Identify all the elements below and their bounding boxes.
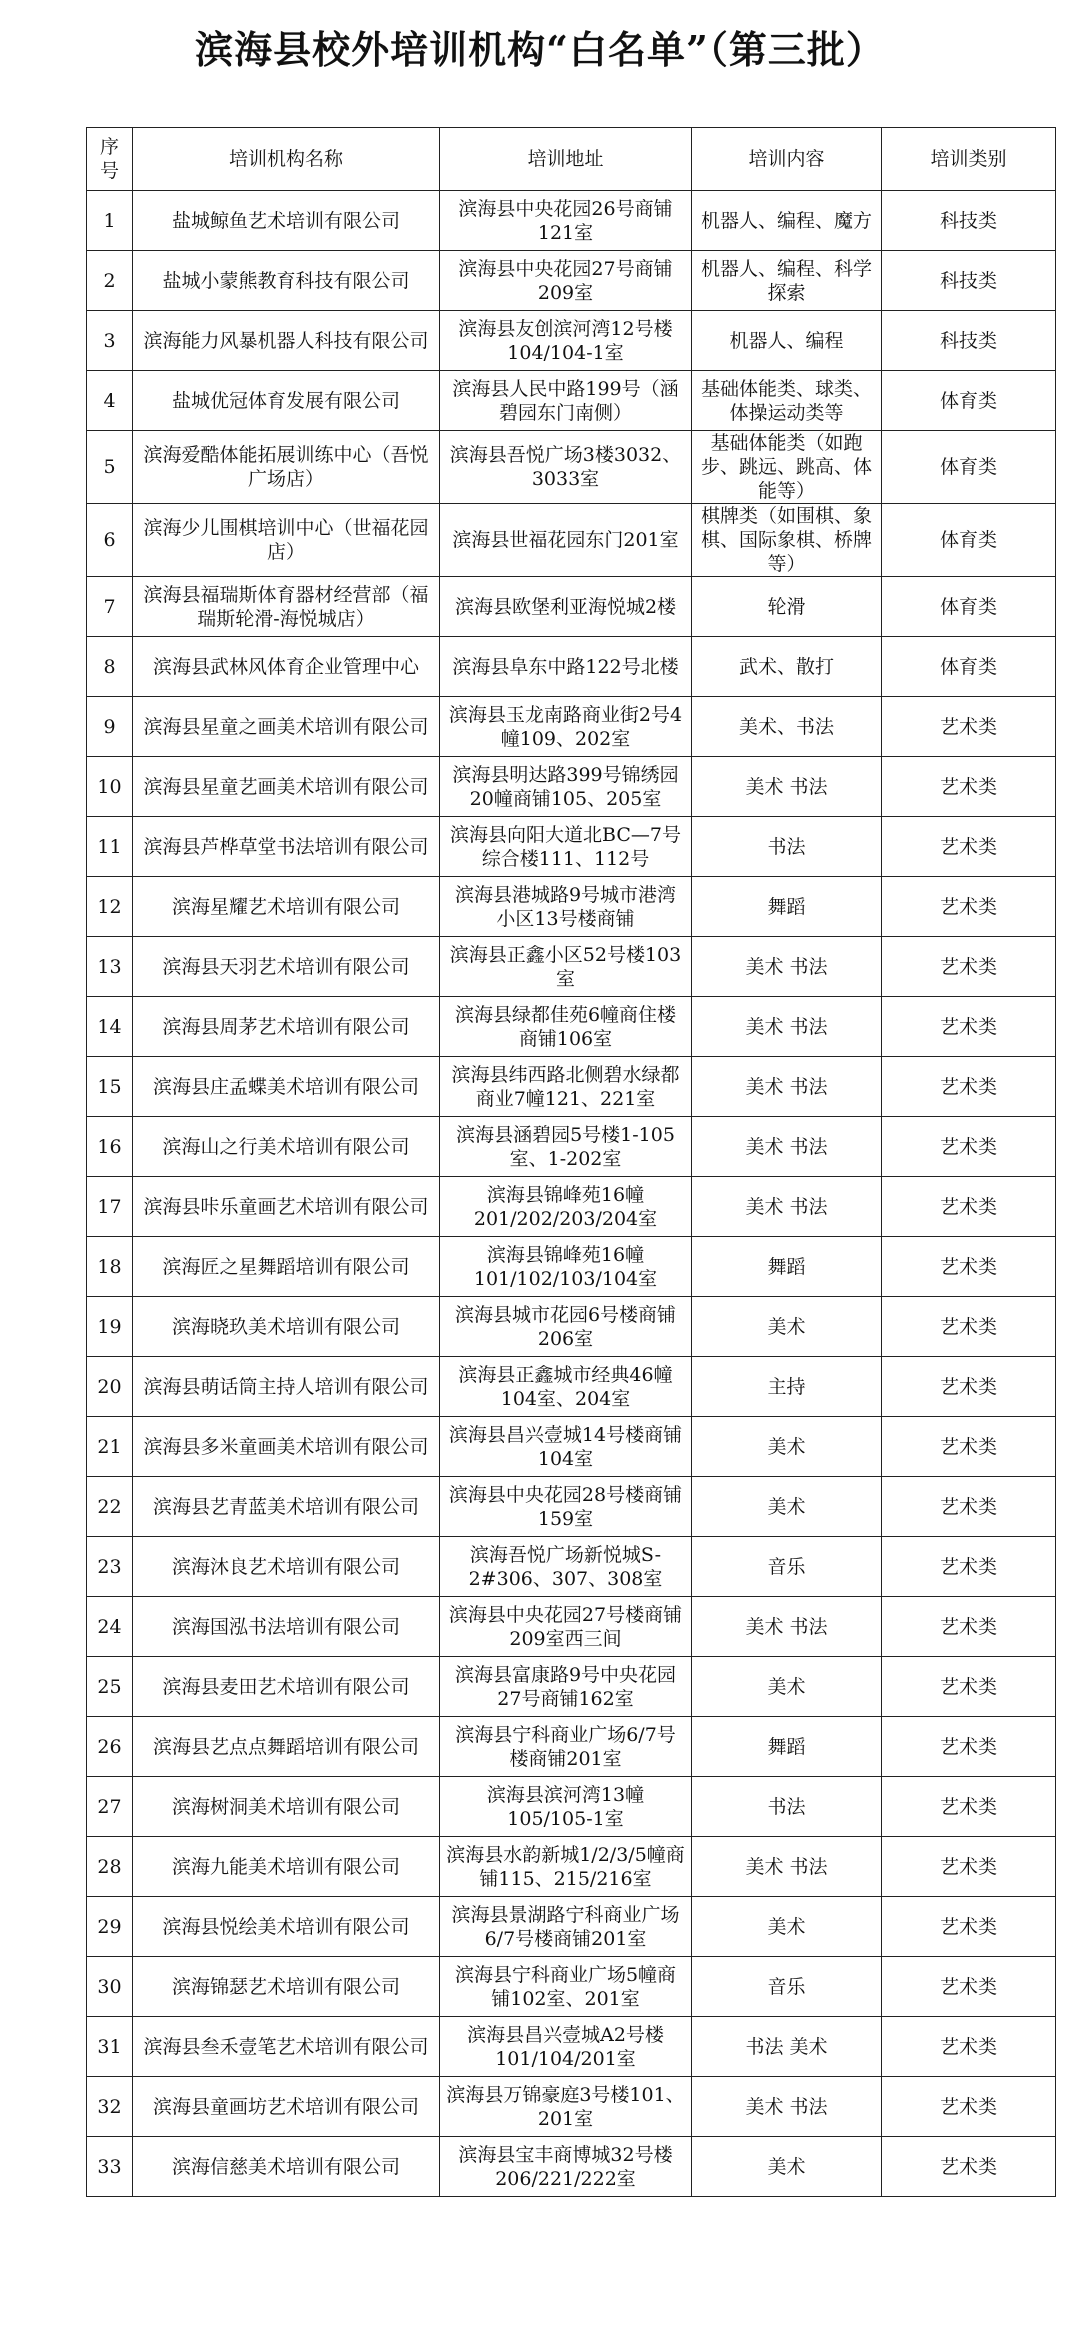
cell-name: 滨海星耀艺术培训有限公司 — [133, 877, 440, 937]
cell-seq: 5 — [87, 431, 133, 504]
cell-content: 基础体能类、球类、体操运动类等 — [692, 371, 882, 431]
cell-seq: 2 — [87, 251, 133, 311]
cell-seq: 1 — [87, 191, 133, 251]
table-row — [87, 937, 1056, 997]
cell-seq: 16 — [87, 1117, 133, 1177]
cell-seq: 31 — [87, 2017, 133, 2077]
cell-content: 音乐 — [692, 1957, 882, 2017]
cell-address: 滨海县港城路9号城市港湾小区13号楼商铺 — [440, 877, 692, 937]
cell-seq: 22 — [87, 1477, 133, 1537]
table-row — [87, 1657, 1056, 1717]
cell-address: 滨海吾悦广场新悦城S-2#306、307、308室 — [440, 1537, 692, 1597]
cell-name: 滨海沐良艺术培训有限公司 — [133, 1537, 440, 1597]
cell-seq: 26 — [87, 1717, 133, 1777]
cell-category: 艺术类 — [882, 1297, 1056, 1357]
table-row — [87, 311, 1056, 371]
table-row — [87, 504, 1056, 577]
cell-name: 滨海县萌话筒主持人培训有限公司 — [133, 1357, 440, 1417]
cell-name: 滨海信慈美术培训有限公司 — [133, 2137, 440, 2197]
table-row — [87, 697, 1056, 757]
cell-content: 美术 — [692, 2137, 882, 2197]
table-row — [87, 877, 1056, 937]
header-address: 培训地址 — [440, 128, 692, 191]
cell-content: 基础体能类（如跑步、跳远、跳高、体能等） — [692, 431, 882, 504]
cell-content: 美术 书法 — [692, 1117, 882, 1177]
cell-category: 艺术类 — [882, 2077, 1056, 2137]
cell-content: 书法 美术 — [692, 2017, 882, 2077]
table-row — [87, 191, 1056, 251]
whitelist-table — [86, 127, 1056, 2197]
cell-category: 艺术类 — [882, 1357, 1056, 1417]
header-category: 培训类别 — [882, 128, 1056, 191]
table-row — [87, 1537, 1056, 1597]
cell-category: 艺术类 — [882, 817, 1056, 877]
cell-name: 滨海县多米童画美术培训有限公司 — [133, 1417, 440, 1477]
cell-name: 滨海县童画坊艺术培训有限公司 — [133, 2077, 440, 2137]
cell-name: 滨海县艺青蓝美术培训有限公司 — [133, 1477, 440, 1537]
cell-seq: 23 — [87, 1537, 133, 1597]
cell-category: 艺术类 — [882, 2017, 1056, 2077]
cell-seq: 33 — [87, 2137, 133, 2197]
cell-name: 滨海县庄孟蝶美术培训有限公司 — [133, 1057, 440, 1117]
table-row — [87, 251, 1056, 311]
cell-address: 滨海县宁科商业广场5幢商铺102室、201室 — [440, 1957, 692, 2017]
table-row — [87, 637, 1056, 697]
cell-address: 滨海县正鑫城市经典46幢104室、204室 — [440, 1357, 692, 1417]
cell-name: 滨海县武林风体育企业管理中心 — [133, 637, 440, 697]
cell-seq: 8 — [87, 637, 133, 697]
cell-content: 美术 书法 — [692, 997, 882, 1057]
cell-name: 滨海县悦绘美术培训有限公司 — [133, 1897, 440, 1957]
cell-name: 滨海匠之星舞蹈培训有限公司 — [133, 1237, 440, 1297]
cell-seq: 13 — [87, 937, 133, 997]
cell-content: 舞蹈 — [692, 877, 882, 937]
cell-category: 艺术类 — [882, 937, 1056, 997]
cell-name: 滨海县星童艺画美术培训有限公司 — [133, 757, 440, 817]
cell-category: 艺术类 — [882, 1057, 1056, 1117]
header-content: 培训内容 — [692, 128, 882, 191]
cell-address: 滨海县正鑫小区52号楼103室 — [440, 937, 692, 997]
table-row — [87, 1177, 1056, 1237]
cell-category: 艺术类 — [882, 1717, 1056, 1777]
cell-category: 艺术类 — [882, 757, 1056, 817]
cell-name: 滨海九能美术培训有限公司 — [133, 1837, 440, 1897]
cell-name: 滨海县叁禾壹笔艺术培训有限公司 — [133, 2017, 440, 2077]
cell-address: 滨海县中央花园28号楼商铺159室 — [440, 1477, 692, 1537]
table-row — [87, 1897, 1056, 1957]
cell-category: 艺术类 — [882, 2137, 1056, 2197]
cell-address: 滨海县阜东中路122号北楼 — [440, 637, 692, 697]
cell-address: 滨海县纬西路北侧碧水绿都商业7幢121、221室 — [440, 1057, 692, 1117]
cell-address: 滨海县万锦豪庭3号楼101、201室 — [440, 2077, 692, 2137]
cell-address: 滨海县锦峰苑16幢101/102/103/104室 — [440, 1237, 692, 1297]
cell-seq: 30 — [87, 1957, 133, 2017]
table-row — [87, 1297, 1056, 1357]
cell-content: 美术 书法 — [692, 2077, 882, 2137]
cell-content: 美术 — [692, 1897, 882, 1957]
cell-seq: 28 — [87, 1837, 133, 1897]
cell-name: 滨海锦瑟艺术培训有限公司 — [133, 1957, 440, 2017]
cell-category: 艺术类 — [882, 997, 1056, 1057]
table-row — [87, 1237, 1056, 1297]
table-row — [87, 1057, 1056, 1117]
cell-category: 艺术类 — [882, 1957, 1056, 2017]
cell-name: 滨海县麦田艺术培训有限公司 — [133, 1657, 440, 1717]
cell-content: 美术 — [692, 1297, 882, 1357]
cell-seq: 17 — [87, 1177, 133, 1237]
cell-content: 棋牌类（如围棋、象棋、国际象棋、桥牌等） — [692, 504, 882, 577]
cell-content: 机器人、编程、魔方 — [692, 191, 882, 251]
cell-address: 滨海县城市花园6号楼商铺206室 — [440, 1297, 692, 1357]
cell-address: 滨海县绿都佳苑6幢商住楼商铺106室 — [440, 997, 692, 1057]
cell-category: 科技类 — [882, 311, 1056, 371]
cell-address: 滨海县向阳大道北BC—7号综合楼111、112号 — [440, 817, 692, 877]
cell-name: 滨海县咔乐童画艺术培训有限公司 — [133, 1177, 440, 1237]
cell-category: 艺术类 — [882, 877, 1056, 937]
cell-seq: 12 — [87, 877, 133, 937]
cell-address: 滨海县滨河湾13幢105/105-1室 — [440, 1777, 692, 1837]
cell-name: 盐城鲸鱼艺术培训有限公司 — [133, 191, 440, 251]
cell-address: 滨海县昌兴壹城14号楼商铺104室 — [440, 1417, 692, 1477]
cell-address: 滨海县明达路399号锦绣园20幢商铺105、205室 — [440, 757, 692, 817]
table-row — [87, 1837, 1056, 1897]
cell-content: 主持 — [692, 1357, 882, 1417]
cell-content: 舞蹈 — [692, 1237, 882, 1297]
cell-address: 滨海县宁科商业广场6/7号楼商铺201室 — [440, 1717, 692, 1777]
cell-category: 体育类 — [882, 504, 1056, 577]
cell-name: 滨海县天羽艺术培训有限公司 — [133, 937, 440, 997]
cell-category: 艺术类 — [882, 1897, 1056, 1957]
cell-category: 艺术类 — [882, 697, 1056, 757]
cell-seq: 15 — [87, 1057, 133, 1117]
cell-name: 盐城小蒙熊教育科技有限公司 — [133, 251, 440, 311]
table-row — [87, 577, 1056, 637]
cell-seq: 11 — [87, 817, 133, 877]
cell-address: 滨海县景湖路宁科商业广场6/7号楼商铺201室 — [440, 1897, 692, 1957]
cell-seq: 3 — [87, 311, 133, 371]
cell-address: 滨海县宝丰商博城32号楼206/221/222室 — [440, 2137, 692, 2197]
cell-content: 美术 书法 — [692, 1597, 882, 1657]
cell-seq: 25 — [87, 1657, 133, 1717]
header-name: 培训机构名称 — [133, 128, 440, 191]
cell-category: 艺术类 — [882, 1177, 1056, 1237]
cell-seq: 9 — [87, 697, 133, 757]
cell-content: 美术 书法 — [692, 1177, 882, 1237]
cell-content: 音乐 — [692, 1537, 882, 1597]
cell-content: 美术 书法 — [692, 1057, 882, 1117]
cell-address: 滨海县玉龙南路商业街2号4幢109、202室 — [440, 697, 692, 757]
cell-seq: 18 — [87, 1237, 133, 1297]
cell-name: 滨海树洞美术培训有限公司 — [133, 1777, 440, 1837]
cell-name: 滨海山之行美术培训有限公司 — [133, 1117, 440, 1177]
cell-address: 滨海县昌兴壹城A2号楼101/104/201室 — [440, 2017, 692, 2077]
cell-content: 书法 — [692, 817, 882, 877]
cell-seq: 32 — [87, 2077, 133, 2137]
cell-seq: 4 — [87, 371, 133, 431]
cell-category: 科技类 — [882, 191, 1056, 251]
cell-name: 盐城优冠体育发展有限公司 — [133, 371, 440, 431]
cell-content: 武术、散打 — [692, 637, 882, 697]
cell-address: 滨海县友创滨河湾12号楼104/104-1室 — [440, 311, 692, 371]
cell-content: 美术 书法 — [692, 757, 882, 817]
cell-address: 滨海县涵碧园5号楼1-105室、1-202室 — [440, 1117, 692, 1177]
cell-seq: 21 — [87, 1417, 133, 1477]
cell-content: 美术 — [692, 1657, 882, 1717]
cell-address: 滨海县中央花园26号商铺121室 — [440, 191, 692, 251]
table-row — [87, 1777, 1056, 1837]
cell-category: 艺术类 — [882, 1117, 1056, 1177]
cell-seq: 10 — [87, 757, 133, 817]
table-row — [87, 1717, 1056, 1777]
cell-seq: 7 — [87, 577, 133, 637]
cell-category: 体育类 — [882, 371, 1056, 431]
cell-name: 滨海县周茅艺术培训有限公司 — [133, 997, 440, 1057]
cell-content: 美术、书法 — [692, 697, 882, 757]
cell-content: 美术 — [692, 1477, 882, 1537]
cell-category: 艺术类 — [882, 1777, 1056, 1837]
table-row — [87, 1117, 1056, 1177]
cell-category: 艺术类 — [882, 1477, 1056, 1537]
cell-category: 体育类 — [882, 577, 1056, 637]
cell-seq: 24 — [87, 1597, 133, 1657]
cell-seq: 19 — [87, 1297, 133, 1357]
cell-address: 滨海县世福花园东门201室 — [440, 504, 692, 577]
cell-category: 艺术类 — [882, 1837, 1056, 1897]
cell-address: 滨海县欧堡利亚海悦城2楼 — [440, 577, 692, 637]
cell-content: 机器人、编程 — [692, 311, 882, 371]
cell-name: 滨海晓玖美术培训有限公司 — [133, 1297, 440, 1357]
cell-content: 书法 — [692, 1777, 882, 1837]
cell-address: 滨海县人民中路199号（涵碧园东门南侧） — [440, 371, 692, 431]
table-row — [87, 1357, 1056, 1417]
cell-seq: 29 — [87, 1897, 133, 1957]
table-row — [87, 997, 1056, 1057]
cell-content: 机器人、编程、科学探索 — [692, 251, 882, 311]
table-row — [87, 1957, 1056, 2017]
cell-seq: 20 — [87, 1357, 133, 1417]
header-seq: 序号 — [87, 128, 133, 191]
cell-address: 滨海县富康路9号中央花园27号商铺162室 — [440, 1657, 692, 1717]
cell-category: 体育类 — [882, 637, 1056, 697]
cell-content: 美术 书法 — [692, 1837, 882, 1897]
cell-name: 滨海县艺点点舞蹈培训有限公司 — [133, 1717, 440, 1777]
cell-category: 艺术类 — [882, 1237, 1056, 1297]
table-row — [87, 431, 1056, 504]
cell-seq: 6 — [87, 504, 133, 577]
cell-name: 滨海县芦桦草堂书法培训有限公司 — [133, 817, 440, 877]
cell-category: 艺术类 — [882, 1597, 1056, 1657]
table-row — [87, 371, 1056, 431]
cell-address: 滨海县中央花园27号楼商铺209室西三间 — [440, 1597, 692, 1657]
table-header-row — [87, 128, 1056, 191]
cell-name: 滨海能力风暴机器人科技有限公司 — [133, 311, 440, 371]
cell-content: 美术 — [692, 1417, 882, 1477]
table-row — [87, 1597, 1056, 1657]
cell-seq: 27 — [87, 1777, 133, 1837]
table-row — [87, 817, 1056, 877]
cell-category: 体育类 — [882, 431, 1056, 504]
cell-address: 滨海县锦峰苑16幢201/202/203/204室 — [440, 1177, 692, 1237]
cell-content: 舞蹈 — [692, 1717, 882, 1777]
cell-seq: 14 — [87, 997, 133, 1057]
cell-address: 滨海县吾悦广场3楼3032、3033室 — [440, 431, 692, 504]
cell-category: 艺术类 — [882, 1537, 1056, 1597]
table-row — [87, 1477, 1056, 1537]
page-title: 滨海县校外培训机构“白名单”（第三批） — [195, 27, 885, 72]
table-row — [87, 2137, 1056, 2197]
cell-name: 滨海县福瑞斯体育器材经营部（福瑞斯轮滑-海悦城店） — [133, 577, 440, 637]
table-row — [87, 2077, 1056, 2137]
cell-category: 艺术类 — [882, 1417, 1056, 1477]
cell-category: 科技类 — [882, 251, 1056, 311]
table-row — [87, 757, 1056, 817]
cell-name: 滨海少儿围棋培训中心（世福花园店） — [133, 504, 440, 577]
table-row — [87, 2017, 1056, 2077]
cell-name: 滨海国泓书法培训有限公司 — [133, 1597, 440, 1657]
table-row — [87, 1417, 1056, 1477]
cell-name: 滨海爱酷体能拓展训练中心（吾悦广场店） — [133, 431, 440, 504]
cell-address: 滨海县水韵新城1/2/3/5幢商铺115、215/216室 — [440, 1837, 692, 1897]
cell-category: 艺术类 — [882, 1657, 1056, 1717]
cell-content: 美术 书法 — [692, 937, 882, 997]
cell-content: 轮滑 — [692, 577, 882, 637]
cell-name: 滨海县星童之画美术培训有限公司 — [133, 697, 440, 757]
cell-address: 滨海县中央花园27号商铺209室 — [440, 251, 692, 311]
